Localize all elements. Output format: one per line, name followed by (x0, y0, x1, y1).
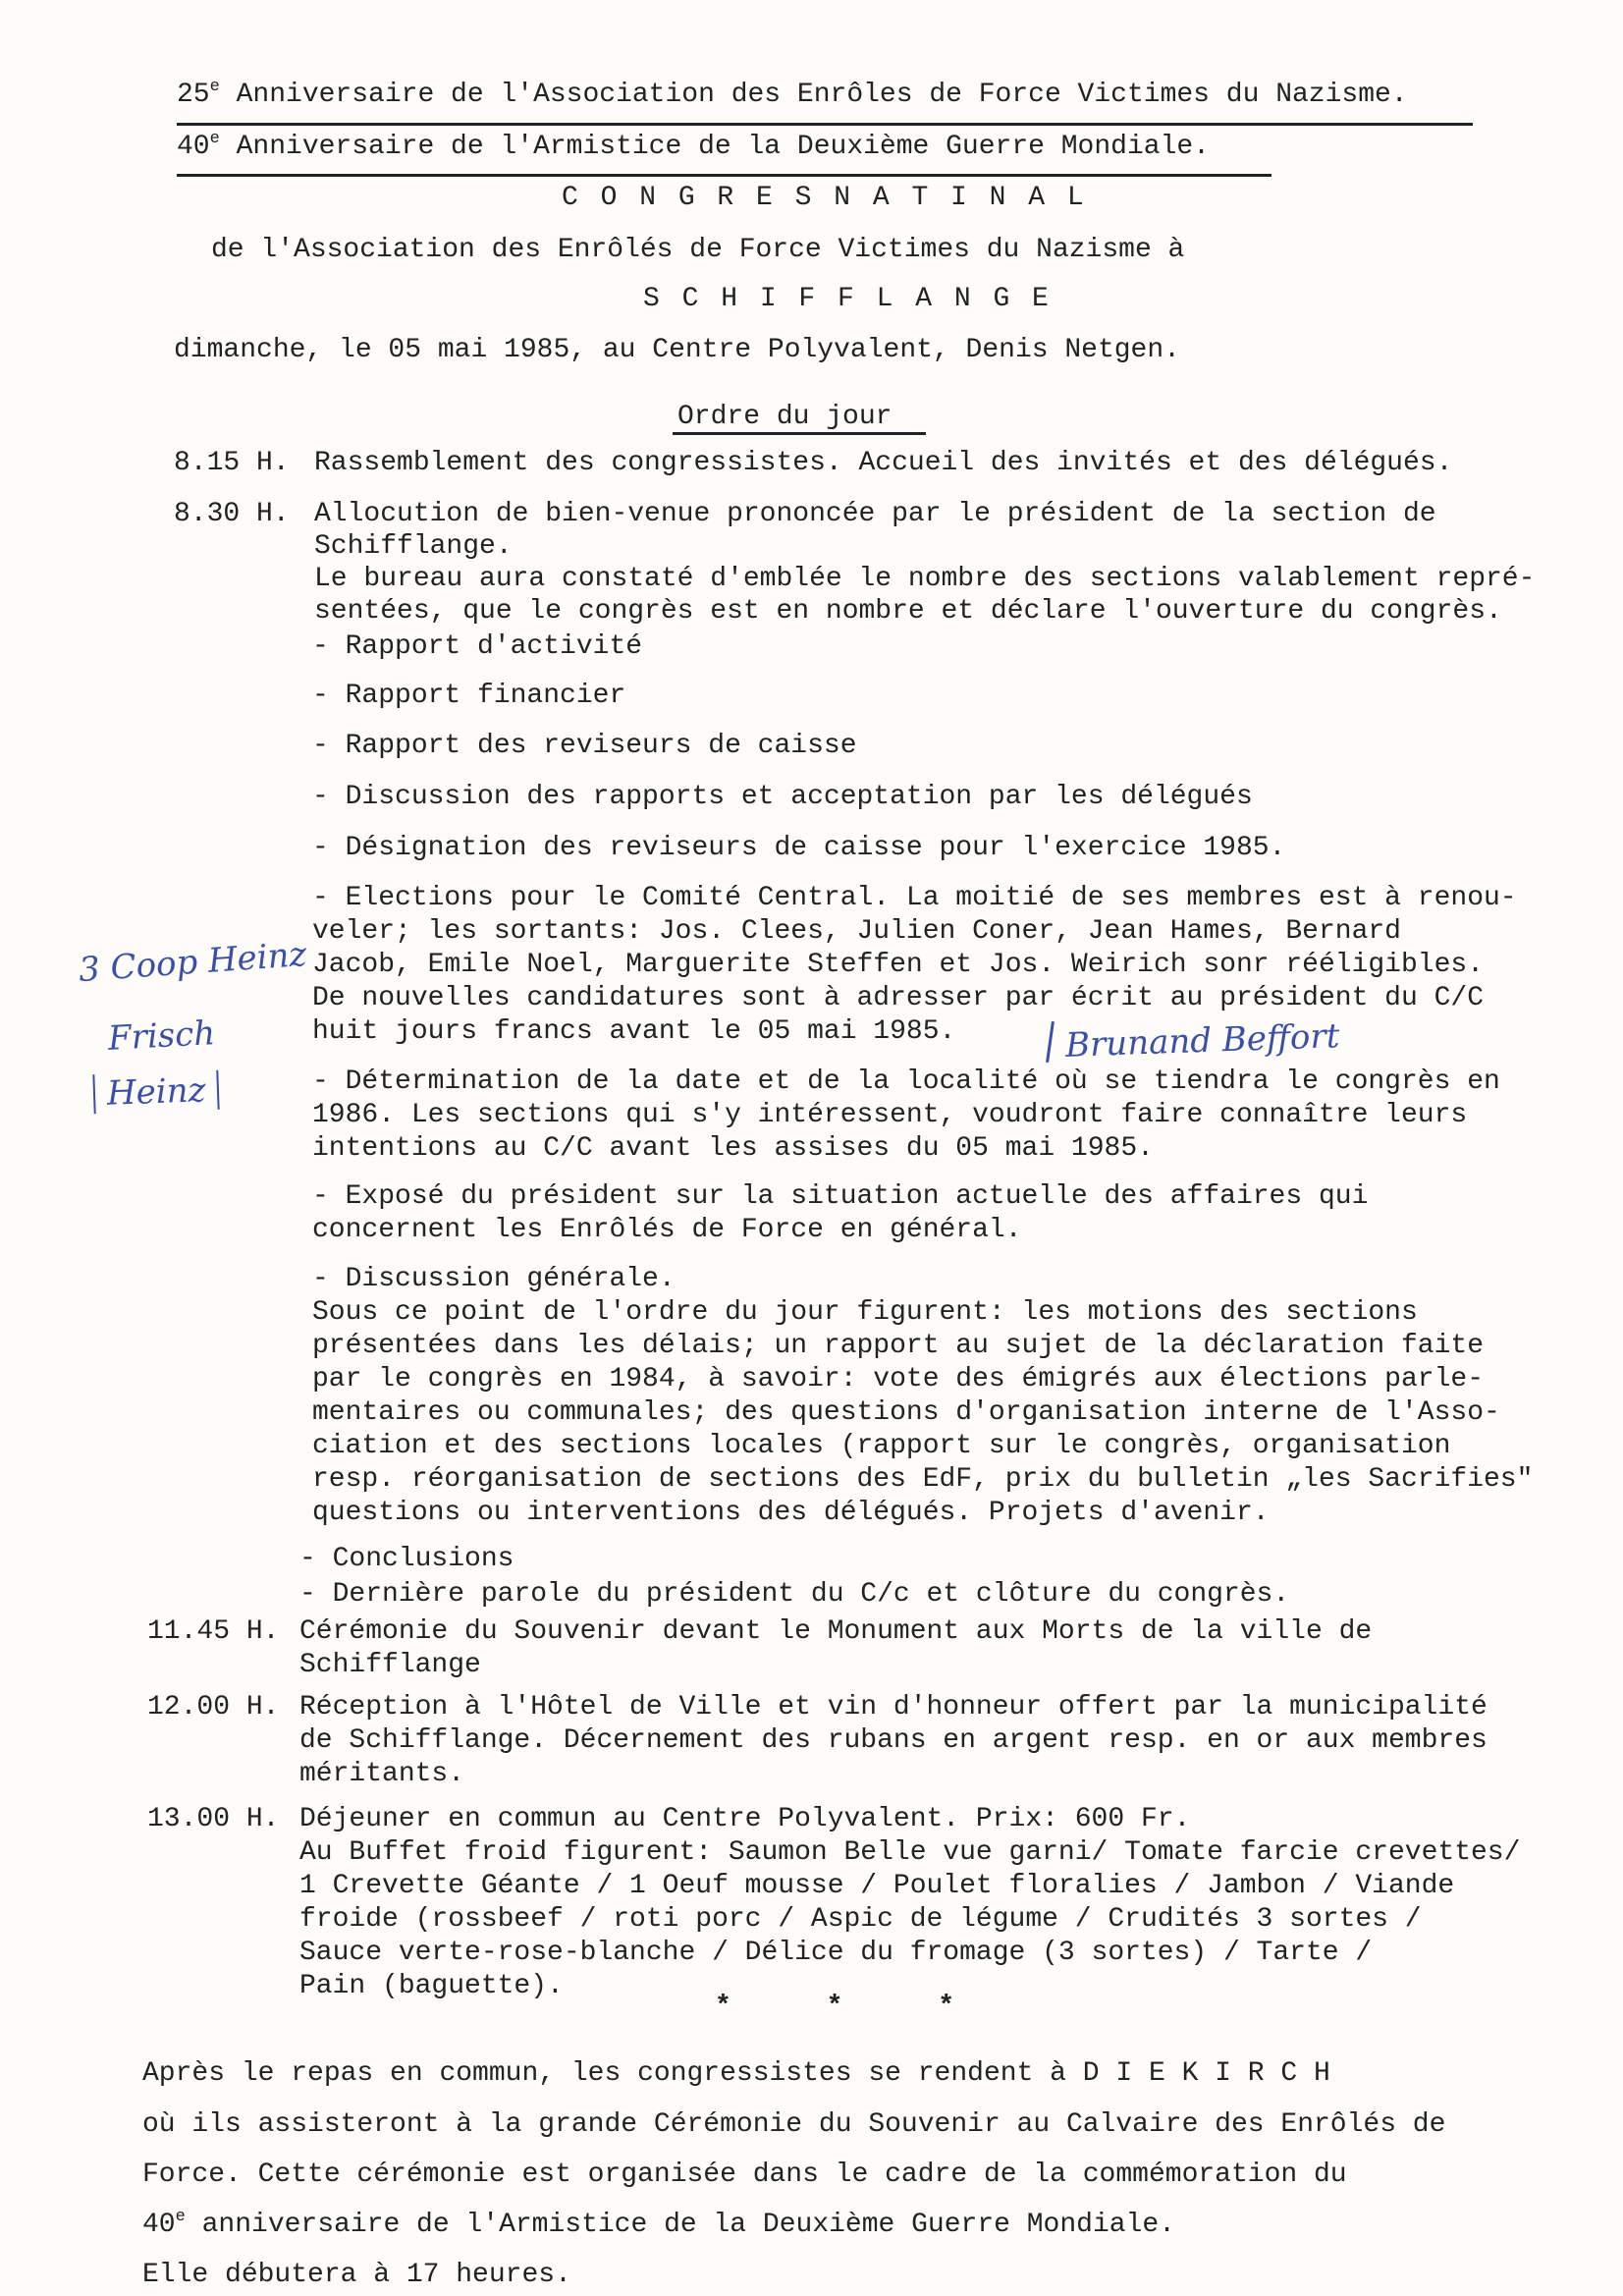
closing-line: Force. Cette cérémonie est organisée dans le cadre de la commémoration du (142, 2159, 1347, 2190)
header-line-1 (177, 79, 1408, 112)
closing-number: 40 (142, 2210, 176, 2240)
header-underline-2 (177, 174, 1271, 177)
agenda-item: Déjeuner en commun au Centre Polyvalent. Prix: 600 Fr. Au Buffet froid figurent: Saumon Belle vue garni/ Tomate farcie crevettes/ 1 Crevette Géante / 1 Oeuf mousse / Poulet floralies / Jambon / Viande froide (rossbeef / roti porc / Aspic de légume / Crudités 3 sortes / Sauce verte-rose-blanche / Délice du fromage (3 sortes) / Tarte / Pain (baguette). (299, 1804, 1521, 2001)
header-line-1-number: 25 (177, 80, 210, 110)
closing-line: Après le repas en commun, les congressistes se rendent à D I E K I R C H (142, 2058, 1330, 2089)
agenda-item: - Exposé du président sur la situation actuelle des affaires qui concernent les Enrôlés de Force en général. (312, 1181, 1369, 1245)
agenda-item: Réception à l'Hôtel de Ville et vin d'honneur offert par la municipalité de Schifflange. Décernement des rubans en argent resp. en or aux membres méritants. (299, 1692, 1488, 1789)
handwritten-inline-note: Brunand Beffort (1064, 1016, 1340, 1066)
closing-line: où ils assisteront à la grande Cérémonie du Souvenir au Calvaire des Enrôlés de (142, 2109, 1446, 2140)
closing-sup: e (175, 2208, 186, 2226)
closing-line: Elle débutera à 17 heures. (142, 2260, 571, 2290)
agenda-time: 12.00 H. (147, 1692, 280, 1722)
header-line-2-number: 40 (177, 132, 210, 162)
closing-line (142, 2209, 1175, 2242)
agenda-item: - Rapport d'activité (312, 631, 643, 662)
agenda-time: 8.30 H. (174, 499, 290, 529)
congress-date-line: dimanche, le 05 mai 1985, au Centre Polyvalent, Denis Netgen. (174, 335, 1180, 365)
header-line-1-sup: e (209, 78, 220, 96)
agenda-item: Cérémonie du Souvenir devant le Monument aux Morts de la ville de Schifflange (299, 1616, 1373, 1680)
header-line-2-text: Anniversaire de l'Armistice de la Deuxième Guerre Mondiale. (219, 132, 1210, 162)
handwritten-margin-note: Heinz (92, 1070, 220, 1114)
agenda-item: - Détermination de la date et de la localité où se tiendra le congrès en 1986. Les sections qui s'y intéressent, voudront faire connaître leurs intentions au C/C avant les assises du 05 mai 1985. (312, 1066, 1500, 1164)
agenda-item: - Discussion générale. Sous ce point de l'ordre du jour figurent: les motions des sections présentées dans les délais; un rapport au sujet de la déclaration faite par le congrès en 1984, à savoir: vote des émigrés aux élections parle- mentaires ou communales; des questions d'organisation interne de l'Asso- ciation et des sections locales (rapport sur le congrès, organisation resp. réorganisation de sections des EdF, prix du bulletin „les Sacrifies" questions ou interventions des délégués. Projets d'avenir. (312, 1264, 1534, 1528)
agenda-item: - Rapport des reviseurs de caisse (312, 731, 857, 761)
handwritten-margin-note: 3 Coop Heinz (77, 934, 308, 991)
agenda-title-underline (673, 432, 926, 435)
agenda-item: Allocution de bien-venue prononcée par le président de la section de Schifflange. Le bureau aura constaté d'emblée le nombre des sections valablement repré- sentées, que le congrès est en nombre et déclare l'ouverture du congrès. (314, 499, 1536, 627)
agenda-item: - Désignation des reviseurs de caisse pour l'exercice 1985. (312, 833, 1286, 863)
agenda-item: Rassemblement des congressistes. Accueil des invités et des délégués. (314, 448, 1453, 478)
header-line-2 (177, 131, 1210, 164)
agenda-item: - Discussion des rapports et acceptation par les délégués (312, 782, 1253, 812)
handwritten-margin-note: Frisch (107, 1013, 217, 1059)
agenda-item: - Rapport financier (312, 681, 626, 711)
agenda-time: 11.45 H. (147, 1616, 280, 1647)
agenda-item: - Conclusions - Dernière parole du président du C/c et clôture du congrès. (299, 1544, 1290, 1610)
header-line-2-sup: e (209, 130, 220, 148)
agenda-time: 8.15 H. (174, 448, 290, 478)
separator-stars: * * * (715, 1992, 995, 2022)
header-underline-1 (177, 123, 1473, 126)
agenda-title: Ordre du jour (677, 402, 893, 432)
header-line-1-text: Anniversaire de l'Association des Enrôles de Force Victimes du Nazisme. (219, 80, 1408, 110)
agenda-item: - Elections pour le Comité Central. La moitié de ses membres est à renou- veler; les sortants: Jos. Clees, Julien Coner, Jean Hames, Bernard Jacob, Emile Noel, Marguerite Steffen et Jos. Weirich sonr rééligibles. De nouvelles candidatures sont à adresser par écrit au président du C/C huit jours francs avant le 05 mai 1985. (312, 883, 1517, 1047)
closing-text: anniversaire de l'Armistice de la Deuxième Guerre Mondiale. (185, 2210, 1175, 2240)
agenda-time: 13.00 H. (147, 1804, 280, 1834)
congress-place: S C H I F F L A N G E (643, 284, 1052, 314)
congress-title: C O N G R E S N A T I N A L (562, 183, 1087, 213)
congress-subtitle: de l'Association des Enrôlés de Force Victimes du Nazisme à (211, 235, 1185, 265)
